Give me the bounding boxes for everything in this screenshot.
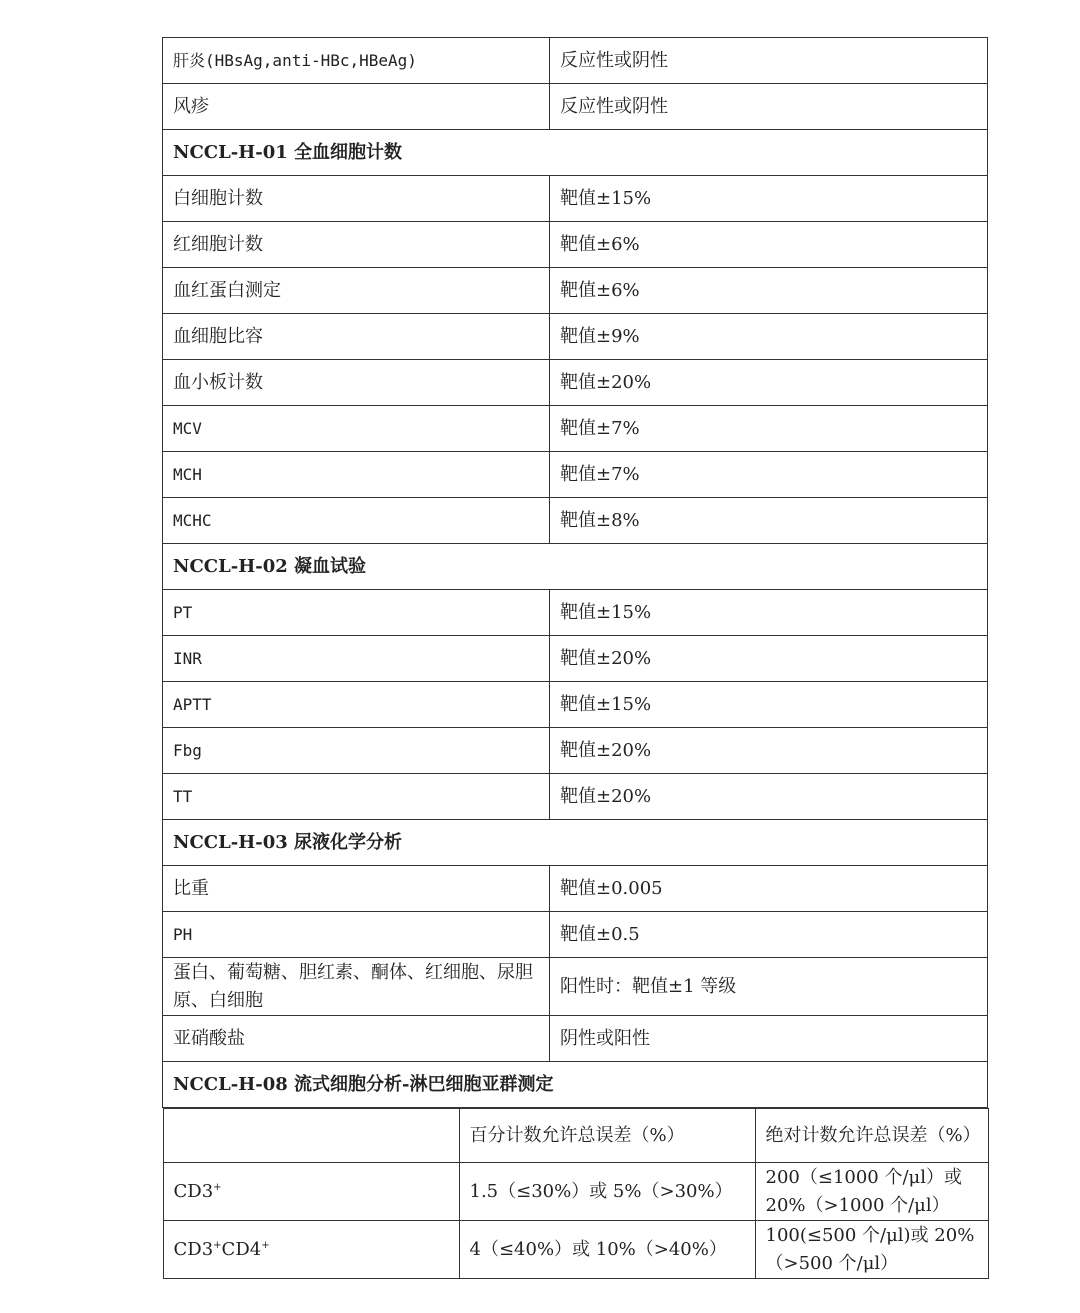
- marker-label: CD3: [173, 1238, 214, 1260]
- criterion-cell: 反应性或阴性: [550, 84, 988, 130]
- table-row: [163, 774, 988, 820]
- item-cell: 白细胞计数: [163, 176, 550, 222]
- marker-label-2: CD4: [221, 1238, 262, 1260]
- table-row: [163, 682, 988, 728]
- table-row: [163, 38, 988, 84]
- subtable-row: [163, 1163, 988, 1221]
- table-row: [163, 912, 988, 958]
- subtable-container: [163, 1108, 988, 1280]
- section-header-row: [163, 1062, 988, 1108]
- table-row: [163, 636, 988, 682]
- section-header-row: [163, 820, 988, 866]
- section-title: NCCL-H-01 全血细胞计数: [163, 130, 988, 176]
- item-cell: TT: [163, 774, 550, 820]
- marker-superscript-2: +: [261, 1239, 270, 1251]
- item-cell: PH: [163, 912, 550, 958]
- item-cell: 血红蛋白测定: [163, 268, 550, 314]
- table-row: [163, 958, 988, 1016]
- criterion-cell: 靶值±6%: [550, 268, 988, 314]
- criterion-cell: 靶值±20%: [550, 774, 988, 820]
- table-row: [163, 728, 988, 774]
- criterion-cell: 阴性或阳性: [550, 1016, 988, 1062]
- criterion-cell: 靶值±15%: [550, 176, 988, 222]
- lymphocyte-subset-table: [163, 1108, 989, 1279]
- absolute-cell: 100(≤500 个/μl)或 20%（>500 个/μl）: [755, 1221, 988, 1279]
- item-cell: 血细胞比容: [163, 314, 550, 360]
- item-cell: INR: [163, 636, 550, 682]
- criterion-cell: 靶值±7%: [550, 452, 988, 498]
- table-row: [163, 84, 988, 130]
- section-title: NCCL-H-03 尿液化学分析: [163, 820, 988, 866]
- criterion-cell: 靶值±7%: [550, 406, 988, 452]
- criterion-cell: 靶值±0.005: [550, 866, 988, 912]
- criterion-cell: 靶值±15%: [550, 590, 988, 636]
- item-cell: 肝炎(HBsAg,anti-HBc,HBeAg): [163, 38, 550, 84]
- blank-header-cell: [163, 1109, 459, 1163]
- percent-cell: 4（≤40%）或 10%（>40%）: [459, 1221, 755, 1279]
- table-row: [163, 590, 988, 636]
- absolute-cell: 200（≤1000 个/μl）或 20%（>1000 个/μl）: [755, 1163, 988, 1221]
- table-row: [163, 406, 988, 452]
- marker-cell: [163, 1163, 459, 1221]
- criterion-cell: 靶值±15%: [550, 682, 988, 728]
- table-row: [163, 176, 988, 222]
- criterion-cell: 阳性时：靶值±1 等级: [550, 958, 988, 1016]
- item-cell: 血小板计数: [163, 360, 550, 406]
- criterion-cell: 靶值±6%: [550, 222, 988, 268]
- section-title: NCCL-H-02 凝血试验: [163, 544, 988, 590]
- subtable-row: [163, 1221, 988, 1279]
- percent-cell: 1.5（≤30%）或 5%（>30%）: [459, 1163, 755, 1221]
- section-header-row: [163, 544, 988, 590]
- item-cell: 比重: [163, 866, 550, 912]
- criterion-cell: 反应性或阴性: [550, 38, 988, 84]
- criterion-cell: 靶值±0.5: [550, 912, 988, 958]
- table-row: [163, 498, 988, 544]
- item-cell: Fbg: [163, 728, 550, 774]
- marker-superscript: +: [213, 1181, 222, 1193]
- marker-label: CD3: [173, 1180, 214, 1202]
- table-row: [163, 1016, 988, 1062]
- item-cell: 风疹: [163, 84, 550, 130]
- section-header-row: [163, 130, 988, 176]
- item-cell: 蛋白、葡萄糖、胆红素、酮体、红细胞、尿胆原、白细胞: [163, 958, 550, 1016]
- marker-cell: [163, 1221, 459, 1279]
- item-cell: MCHC: [163, 498, 550, 544]
- quality-criteria-table: [162, 37, 988, 1279]
- table-row: [163, 222, 988, 268]
- criterion-cell: 靶值±9%: [550, 314, 988, 360]
- absolute-header-cell: 绝对计数允许总误差（%）: [755, 1109, 988, 1163]
- item-cell: 红细胞计数: [163, 222, 550, 268]
- item-cell: APTT: [163, 682, 550, 728]
- table-row: [163, 314, 988, 360]
- marker-superscript: +: [213, 1239, 222, 1251]
- subtable-row: [163, 1108, 988, 1280]
- item-cell: MCH: [163, 452, 550, 498]
- section-title: NCCL-H-08 流式细胞分析-淋巴细胞亚群测定: [163, 1062, 988, 1108]
- percent-header-cell: 百分计数允许总误差（%）: [459, 1109, 755, 1163]
- criterion-cell: 靶值±20%: [550, 728, 988, 774]
- table-row: [163, 268, 988, 314]
- item-cell: PT: [163, 590, 550, 636]
- criterion-cell: 靶值±20%: [550, 360, 988, 406]
- table-row: [163, 866, 988, 912]
- item-cell: 亚硝酸盐: [163, 1016, 550, 1062]
- criterion-cell: 靶值±20%: [550, 636, 988, 682]
- table-row: [163, 452, 988, 498]
- item-cell: MCV: [163, 406, 550, 452]
- criterion-cell: 靶值±8%: [550, 498, 988, 544]
- subtable-header-row: [163, 1109, 988, 1163]
- table-row: [163, 360, 988, 406]
